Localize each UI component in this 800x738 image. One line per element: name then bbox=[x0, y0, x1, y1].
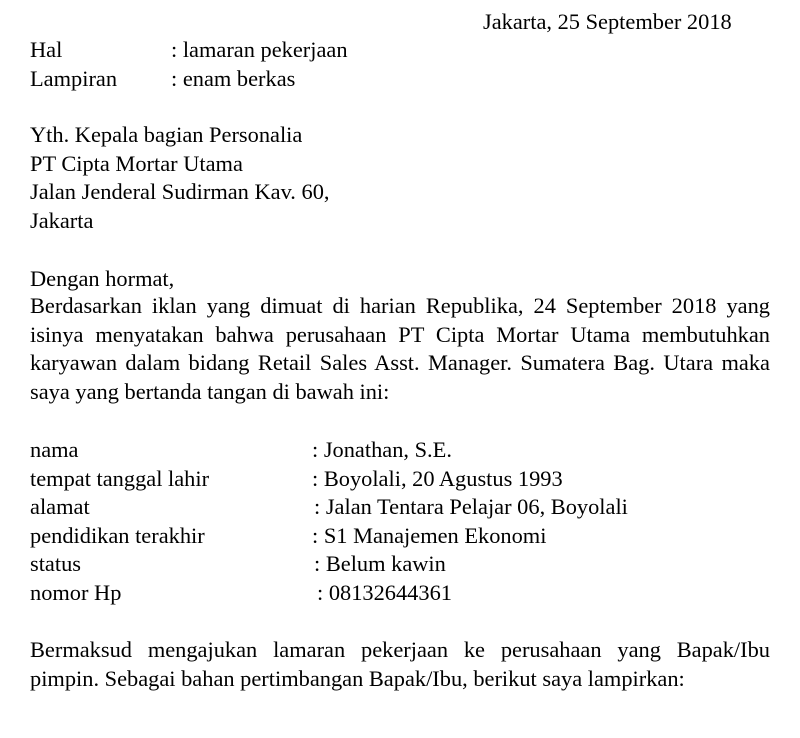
letter-date: Jakarta, 25 September 2018 bbox=[483, 9, 732, 34]
field-value: : Jonathan, S.E. bbox=[312, 437, 452, 462]
header-line-attachment bbox=[30, 65, 295, 94]
field-value: : 08132644361 bbox=[317, 580, 452, 605]
field-row-birth bbox=[30, 465, 563, 494]
field-row-phone bbox=[30, 579, 452, 608]
field-row-address bbox=[30, 493, 628, 522]
field-label: pendidikan terakhir bbox=[30, 523, 205, 548]
field-label: status bbox=[30, 551, 82, 576]
field-row-name bbox=[30, 436, 452, 465]
recipient-line: Jalan Jenderal Sudirman Kav. 60, bbox=[30, 179, 330, 204]
header-line-subject bbox=[30, 36, 348, 65]
field-row-education bbox=[30, 522, 547, 551]
field-row-status bbox=[30, 550, 446, 579]
field-label: nama bbox=[30, 437, 79, 462]
recipient-line: Yth. Kepala bagian Personalia bbox=[30, 122, 303, 147]
recipient-line: Jakarta bbox=[30, 207, 94, 233]
field-label: nomor Hp bbox=[30, 580, 122, 605]
field-value: : Belum kawin bbox=[314, 551, 446, 576]
field-value: : Boyolali, 20 Agustus 1993 bbox=[312, 466, 563, 491]
intro-paragraph: Berdasarkan iklan yang dimuat di harian Republika, 24 September 2018 yang isinya menyatakan bahwa perusahaan PT Cipta Mortar Utama membutuhkan karyawan dalam bidang Retail Sales Asst. Manager. Sumatera Bag. Utara maka saya yang bertanda tangan di bawah ini: bbox=[30, 293, 770, 404]
header-label: Lampiran bbox=[30, 66, 118, 91]
field-label: tempat tanggal lahir bbox=[30, 466, 210, 491]
header-label: Hal bbox=[30, 37, 63, 62]
recipient-line: PT Cipta Mortar Utama bbox=[30, 150, 243, 176]
recipient-address bbox=[30, 121, 330, 235]
closing-paragraph: Bermaksud mengajukan lamaran pekerjaan ke perusahaan yang Bapak/Ibu pimpin. Sebagai bahan pertimbangan Bapak/Ibu, berikut saya lampirkan: bbox=[30, 637, 770, 691]
header-value: : lamaran pekerjaan bbox=[171, 37, 348, 62]
field-value: : Jalan Tentara Pelajar 06, Boyolali bbox=[314, 494, 628, 519]
header-value: : enam berkas bbox=[171, 66, 296, 91]
field-label: alamat bbox=[30, 494, 90, 519]
field-value: : S1 Manajemen Ekonomi bbox=[312, 523, 547, 548]
greeting: Dengan hormat, bbox=[30, 266, 175, 291]
